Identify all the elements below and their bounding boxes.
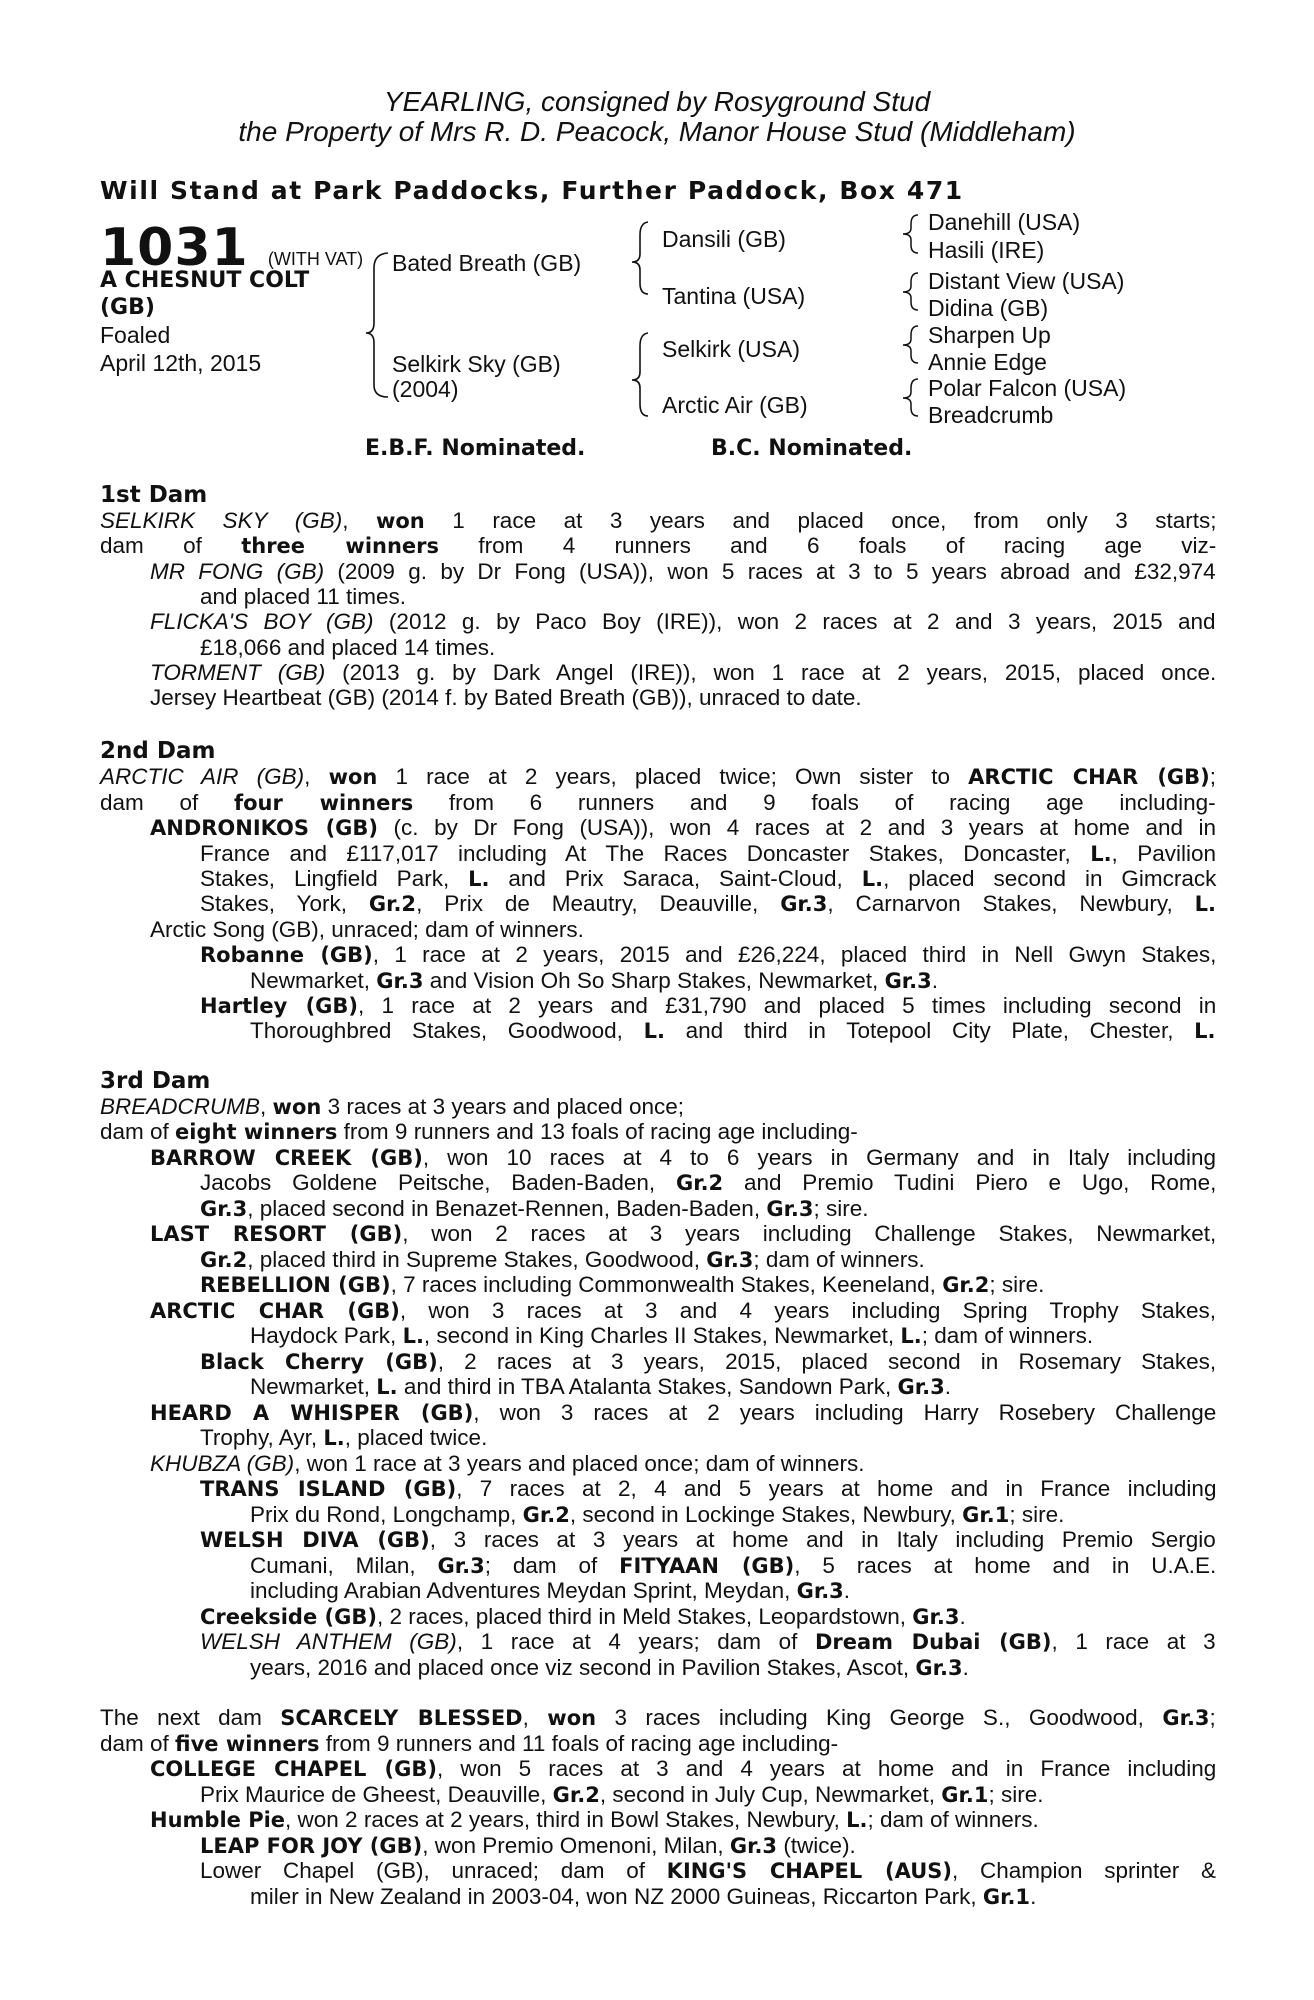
bold-text: KING'S CHAPEL (AUS)	[666, 1859, 952, 1883]
gen3-3: Distant View (USA)	[928, 268, 1125, 294]
bold-text: Gr.3	[376, 969, 424, 993]
line-text: ; sire.	[813, 1196, 869, 1221]
bold-text: WELSH DIVA (GB)	[200, 1528, 430, 1552]
pedigree-line	[250, 1323, 1093, 1349]
bold-text: Humble Pie	[150, 1808, 286, 1832]
line-text: Cumani, Milan,	[250, 1553, 438, 1578]
pedigree-line	[250, 1502, 1064, 1528]
line-text: 3 races including King George S., Goodwood,	[596, 1705, 1163, 1730]
bold-text: four winners	[233, 791, 414, 815]
gen3-7: Polar Falcon (USA)	[928, 375, 1127, 401]
bold-text: Gr.2	[522, 1503, 570, 1527]
pedigree-line	[150, 1221, 1216, 1247]
line-text: The next dam	[100, 1705, 281, 1730]
bold-text: Gr.3	[1162, 1706, 1210, 1730]
line-text: , second in Lockinge Stakes, Newbury,	[569, 1502, 963, 1527]
first-dam-heading: 1st Dam	[100, 482, 208, 508]
bold-text: L.	[643, 1019, 665, 1043]
line-text: , won 3 races at 2 years including Harry Rosebery Challenge	[473, 1400, 1217, 1425]
bold-text: SCARCELY BLESSED	[280, 1706, 523, 1730]
bold-text: L.	[1194, 1019, 1216, 1043]
line-text: Prix Maurice de Gheest, Deauville,	[200, 1782, 553, 1807]
bold-text: Gr.1	[941, 1783, 989, 1807]
line-text: ,	[260, 1094, 273, 1119]
lot-number: 1031	[100, 218, 249, 278]
line-text: Stakes, York,	[200, 891, 369, 916]
dam-sire: Selkirk (USA)	[662, 336, 801, 362]
lot-description: A CHESNUT COLT	[100, 268, 310, 293]
lot-description-origin: (GB)	[100, 295, 155, 320]
gen3-4: Didina (GB)	[928, 295, 1049, 321]
bold-text: ARCTIC CHAR (GB)	[968, 765, 1210, 789]
line-text: , 3 races at 3 years at home and in Italy including Premio Sergio	[429, 1527, 1216, 1552]
line-text: ;	[1209, 1705, 1216, 1730]
bold-text: Gr.2	[675, 1171, 724, 1195]
pedigree-line	[200, 1425, 487, 1451]
pedigree-line	[150, 660, 1216, 686]
bracket-sire	[632, 222, 648, 294]
dam-year: (2004)	[392, 376, 459, 402]
pedigree-line	[200, 866, 1216, 892]
line-text: , won 3 races at 3 and 4 years including Spring Trophy Stakes,	[399, 1298, 1216, 1323]
italic-name: SELKIRK SKY (GB)	[100, 508, 343, 533]
line-text: , second in King Charles II Stakes, Newmarket,	[423, 1323, 901, 1348]
line-text: , won Premio Omenoni, Milan,	[422, 1833, 730, 1858]
gen3-5: Sharpen Up	[928, 322, 1051, 348]
pedigree-line	[200, 841, 1216, 867]
bracket-g2	[903, 273, 918, 310]
bold-text: Gr.2	[942, 1273, 990, 1297]
line-text: , placed second in Benazet-Rennen, Baden-Baden,	[247, 1196, 767, 1221]
line-text: ;	[1209, 764, 1217, 789]
line-text: (2013 g. by Dark Angel (IRE)), won 1 race at 2 years, 2015, placed once.	[325, 660, 1217, 685]
pedigree-line	[200, 1272, 1044, 1298]
bold-text: Gr.3	[780, 892, 828, 916]
line-text: .	[944, 1374, 951, 1399]
bold-text: L.	[468, 867, 490, 891]
line-text: and Vision Oh So Sharp Stakes, Newmarket,	[423, 968, 885, 993]
bracket-dam	[632, 333, 648, 416]
bold-text: ANDRONIKOS (GB)	[150, 816, 379, 840]
bracket-sire-dam	[366, 253, 388, 397]
third-dam-heading: 3rd Dam	[100, 1068, 211, 1094]
pedigree-line	[200, 1349, 1216, 1375]
pedigree-line	[250, 1578, 850, 1604]
header-line-2: the Property of Mrs R. D. Peacock, Manor House Stud (Middleham)	[238, 116, 1076, 147]
gen3-2: Hasili (IRE)	[928, 237, 1045, 263]
pedigree-line	[200, 635, 495, 661]
dam-dam: Arctic Air (GB)	[662, 392, 808, 418]
pedigree-line	[250, 1655, 969, 1681]
bold-text: Gr.1	[982, 1885, 1031, 1909]
pedigree-line	[150, 1400, 1216, 1426]
line-text: .	[959, 1604, 966, 1629]
pedigree-line	[150, 559, 1216, 585]
bold-text: Gr.3	[766, 1197, 814, 1221]
line-text: , Champion sprinter &	[952, 1858, 1216, 1883]
pedigree-line	[150, 917, 584, 943]
pedigree-line	[150, 1451, 865, 1477]
line-text: France and £117,017 including At The Races Doncaster Stakes, Doncaster,	[200, 841, 1091, 866]
line-text: Newmarket,	[250, 1374, 377, 1399]
line-text: dam of	[100, 1119, 176, 1144]
line-text: , 2 races at 3 years, 2015, placed second in Rosemary Stakes,	[437, 1349, 1217, 1374]
bold-text: Creekside (GB)	[200, 1605, 377, 1629]
pedigree-line	[100, 764, 1216, 790]
dam-name: Selkirk Sky (GB)	[392, 351, 561, 377]
bold-text: five winners	[175, 1732, 320, 1756]
line-text: , placed second in Gimcrack	[883, 866, 1217, 891]
pedigree-line	[150, 1756, 1216, 1782]
bold-text: Gr.2	[552, 1783, 600, 1807]
pedigree-line	[150, 1298, 1216, 1324]
pedigree-line	[150, 609, 1216, 635]
pedigree-line	[200, 1629, 1216, 1655]
italic-name: ARCTIC AIR (GB)	[100, 764, 305, 789]
ebf-nominated: E.B.F. Nominated.	[365, 436, 586, 461]
line-text: ; dam of	[484, 1553, 620, 1578]
stand-location: Will Stand at Park Paddocks, Further Paddock, Box 471	[100, 176, 964, 205]
line-text: ; sire.	[1009, 1502, 1065, 1527]
line-text: (c. by Dr Fong (USA)), won 4 races at 2 and 3 years at home and in	[378, 815, 1217, 840]
pedigree-line	[200, 1476, 1216, 1502]
vat-note: (WITH VAT)	[267, 249, 364, 269]
bracket-g1	[903, 215, 918, 253]
italic-name: TORMENT (GB)	[150, 660, 326, 685]
line-text: ; dam of winners.	[921, 1323, 1094, 1348]
bold-text: Gr.3	[884, 969, 932, 993]
pedigree-line	[200, 1858, 1216, 1884]
bold-text: eight winners	[175, 1120, 338, 1144]
pedigree-line	[150, 685, 862, 711]
line-text: 1 race at 3 years and placed once, from only 3 starts;	[424, 508, 1217, 533]
bold-text: L.	[1090, 842, 1112, 866]
line-text: Thoroughbred Stakes, Goodwood,	[250, 1018, 644, 1043]
bold-text: FITYAAN (GB)	[619, 1554, 795, 1578]
pedigree-line	[200, 1170, 1216, 1196]
pedigree-line	[200, 942, 1216, 968]
bold-text: Gr.1	[962, 1503, 1010, 1527]
pedigree-line	[200, 1833, 856, 1859]
line-text: (2012 g. by Paco Boy (IRE)), won 2 races at 2 and 3 years, 2015 and	[373, 609, 1216, 634]
line-text: .	[843, 1578, 851, 1603]
line-text: Prix du Rond, Longchamp,	[250, 1502, 523, 1527]
bold-text: HEARD A WHISPER (GB)	[150, 1401, 474, 1425]
pedigree-line	[200, 891, 1216, 917]
bold-text: Gr.3	[706, 1248, 754, 1272]
line-text: , Prix de Meautry, Deauville,	[416, 891, 781, 916]
italic-name: WELSH ANTHEM (GB)	[200, 1629, 457, 1654]
line-text: from 6 runners and 9 foals of racing age including-	[413, 790, 1216, 815]
bc-nominated: B.C. Nominated.	[711, 436, 913, 461]
line-text: £18,066 and placed 14 times.	[200, 635, 496, 660]
line-text: , won 2 races at 2 years, third in Bowl Stakes, Newbury,	[285, 1807, 847, 1832]
bracket-g3	[903, 326, 918, 363]
gen3-6: Annie Edge	[928, 349, 1047, 375]
italic-name: BREADCRUMB	[100, 1094, 261, 1119]
line-text: Jacobs Goldene Peitsche, Baden-Baden,	[200, 1170, 676, 1195]
bold-text: COLLEGE CHAPEL (GB)	[150, 1757, 437, 1781]
pedigree-line	[250, 1374, 951, 1400]
pedigree-line	[200, 993, 1216, 1019]
line-text: , won 10 races at 4 to 6 years in Germany and in Italy including	[422, 1145, 1217, 1170]
bold-text: won	[375, 509, 425, 533]
line-text: , second in July Cup, Newmarket,	[599, 1782, 942, 1807]
bold-text: REBELLION (GB)	[200, 1273, 391, 1297]
bold-text: Gr.3	[437, 1554, 485, 1578]
line-text: , 1 race at 2 years and £31,790 and placed 5 times including second in	[358, 993, 1217, 1018]
line-text: from 4 runners and 6 foals of racing age viz-	[439, 533, 1217, 558]
pedigree-line	[250, 1884, 1036, 1910]
line-text: .	[1030, 1884, 1037, 1909]
pedigree-line	[200, 1527, 1216, 1553]
sire-sire: Dansili (GB)	[662, 226, 786, 252]
line-text: ; dam of winners.	[753, 1247, 925, 1272]
sire-dam: Tantina (USA)	[662, 283, 806, 309]
italic-name: FLICKA'S BOY (GB)	[150, 609, 374, 634]
line-text: , 2 races, placed third in Meld Stakes, Leopardstown,	[376, 1604, 913, 1629]
bold-text: won	[547, 1706, 597, 1730]
pedigree-line	[150, 1145, 1216, 1171]
line-text: , placed third in Supreme Stakes, Goodwood,	[247, 1247, 707, 1272]
bold-text: Gr.3	[897, 1375, 945, 1399]
pedigree-line	[250, 1018, 1216, 1044]
header-line-1: YEARLING, consigned by Rosyground Stud	[383, 86, 931, 117]
bold-text: ARCTIC CHAR (GB)	[150, 1299, 400, 1323]
line-text: , placed twice.	[344, 1425, 488, 1450]
line-text: ; sire.	[988, 1782, 1044, 1807]
foaled-label: Foaled	[100, 322, 171, 348]
pedigree-line	[100, 1094, 684, 1120]
line-text: ; sire.	[989, 1272, 1045, 1297]
bold-text: BARROW CREEK (GB)	[150, 1146, 423, 1170]
pedigree-line	[100, 533, 1216, 559]
pedigree-line	[200, 1247, 925, 1273]
line-text: , won 1 race at 3 years and placed once; dam of winners.	[294, 1451, 865, 1476]
bold-text: TRANS ISLAND (GB)	[200, 1477, 457, 1501]
line-text: Jersey Heartbeat (GB) (2014 f. by Bated Breath (GB)), unraced to date.	[150, 685, 862, 710]
bold-text: L.	[402, 1324, 424, 1348]
bold-text: Gr.3	[729, 1834, 778, 1858]
bold-text: won	[272, 1095, 322, 1119]
line-text: .	[931, 968, 939, 993]
line-text: Newmarket,	[250, 968, 377, 993]
pedigree-line	[150, 1807, 1039, 1833]
line-text: from 9 runners and 13 foals of racing age including-	[337, 1119, 858, 1144]
line-text: , 1 race at 4 years; dam of	[456, 1629, 815, 1654]
line-text: .	[962, 1655, 969, 1680]
bold-text: Gr.2	[200, 1248, 248, 1272]
line-text: miler in New Zealand in 2003-04, won NZ 2000 Guineas, Riccarton Park,	[250, 1884, 983, 1909]
line-text: , 7 races including Commonwealth Stakes, Keeneland,	[390, 1272, 943, 1297]
bold-text: L.	[376, 1375, 398, 1399]
line-text: , 1 race at 2 years, 2015 and £26,224, placed third in Nell Gwyn Stakes,	[372, 942, 1217, 967]
sire-name: Bated Breath (GB)	[392, 250, 582, 276]
pedigree-line	[250, 1553, 1216, 1579]
line-text: , 7 races at 2, 4 and 5 years at home and in France including	[456, 1476, 1217, 1501]
line-text: dam of	[100, 790, 234, 815]
bold-text: Gr.3	[912, 1605, 960, 1629]
line-text: 3 races at 3 years and placed once;	[321, 1094, 685, 1119]
line-text: ; dam of winners.	[867, 1807, 1039, 1832]
italic-name: MR FONG (GB)	[150, 559, 325, 584]
bold-text: Gr.2	[368, 892, 417, 916]
line-text: , 5 races at home and in U.A.E.	[794, 1553, 1217, 1578]
bracket-g4	[903, 379, 918, 416]
bold-text: L.	[900, 1324, 922, 1348]
line-text: Haydock Park,	[250, 1323, 403, 1348]
pedigree-line	[100, 1119, 858, 1145]
pedigree-line	[200, 1782, 1043, 1808]
line-text: dam of	[100, 533, 242, 558]
italic-name: KHUBZA (GB)	[150, 1451, 295, 1476]
pedigree-line	[100, 1705, 1216, 1731]
line-text: ,	[304, 764, 329, 789]
pedigree-line	[200, 1604, 966, 1630]
bold-text: LAST RESORT (GB)	[150, 1222, 403, 1246]
line-text: Lower Chapel (GB), unraced; dam of	[200, 1858, 667, 1883]
bold-text: L.	[323, 1426, 345, 1450]
bold-text: Gr.3	[796, 1579, 844, 1603]
bold-text: Dream Dubai (GB)	[814, 1630, 1052, 1654]
bold-text: three winners	[241, 534, 440, 558]
line-text: (twice).	[777, 1833, 856, 1858]
bold-text: L.	[861, 867, 884, 891]
bold-text: won	[328, 765, 378, 789]
line-text: including Arabian Adventures Meydan Sprint, Meydan,	[250, 1578, 797, 1603]
pedigree-line	[250, 968, 938, 994]
bold-text: Gr.3	[915, 1656, 963, 1680]
bold-text: Robanne (GB)	[200, 943, 373, 967]
line-text: 1 race at 2 years, placed twice; Own sister to	[377, 764, 969, 789]
bold-text: Gr.3	[200, 1197, 248, 1221]
line-text: Trophy, Ayr,	[200, 1425, 324, 1450]
line-text: , Carnarvon Stakes, Newbury,	[827, 891, 1195, 916]
line-text: dam of	[100, 1731, 176, 1756]
pedigree-line	[200, 1196, 869, 1222]
line-text: Arctic Song (GB), unraced; dam of winners.	[150, 917, 584, 942]
pedigree-line	[200, 584, 406, 610]
pedigree-line	[100, 1731, 838, 1757]
line-text: and third in TBA Atalanta Stakes, Sandown Park,	[397, 1374, 898, 1399]
pedigree-line	[150, 815, 1216, 841]
line-text: , Pavilion	[1111, 841, 1217, 866]
bold-text: Black Cherry (GB)	[200, 1350, 438, 1374]
bold-text: LEAP FOR JOY (GB)	[200, 1834, 423, 1858]
line-text: , won 5 races at 3 and 4 years at home and in France including	[437, 1756, 1217, 1781]
line-text: years, 2016 and placed once viz second in Pavilion Stakes, Ascot,	[250, 1655, 916, 1680]
line-text: from 9 runners and 11 foals of racing age including-	[319, 1731, 839, 1756]
bold-text: Hartley (GB)	[200, 994, 359, 1018]
line-text: , 1 race at 3	[1051, 1629, 1216, 1654]
gen3-8: Breadcrumb	[928, 402, 1054, 428]
gen3-1: Danehill (USA)	[928, 209, 1081, 235]
line-text: ,	[342, 508, 376, 533]
line-text: Stakes, Lingfield Park,	[200, 866, 469, 891]
bold-text: L.	[846, 1808, 868, 1832]
line-text: and placed 11 times.	[200, 584, 406, 609]
line-text: and Premio Tudini Piero e Ugo, Rome,	[723, 1170, 1217, 1195]
second-dam-heading: 2nd Dam	[100, 738, 216, 764]
line-text: and Prix Saraca, Saint-Cloud,	[489, 866, 862, 891]
line-text: (2009 g. by Dr Fong (USA)), won 5 races at 3 to 5 years abroad and £32,974	[324, 559, 1216, 584]
foaled-date: April 12th, 2015	[100, 350, 262, 376]
line-text: , won 2 races at 3 years including Challenge Stakes, Newmarket,	[402, 1221, 1217, 1246]
line-text: ,	[522, 1705, 548, 1730]
pedigree-line	[100, 790, 1216, 816]
pedigree-line	[100, 508, 1217, 534]
bold-text: L.	[1194, 892, 1217, 916]
line-text: and third in Totepool City Plate, Chester,	[664, 1018, 1195, 1043]
